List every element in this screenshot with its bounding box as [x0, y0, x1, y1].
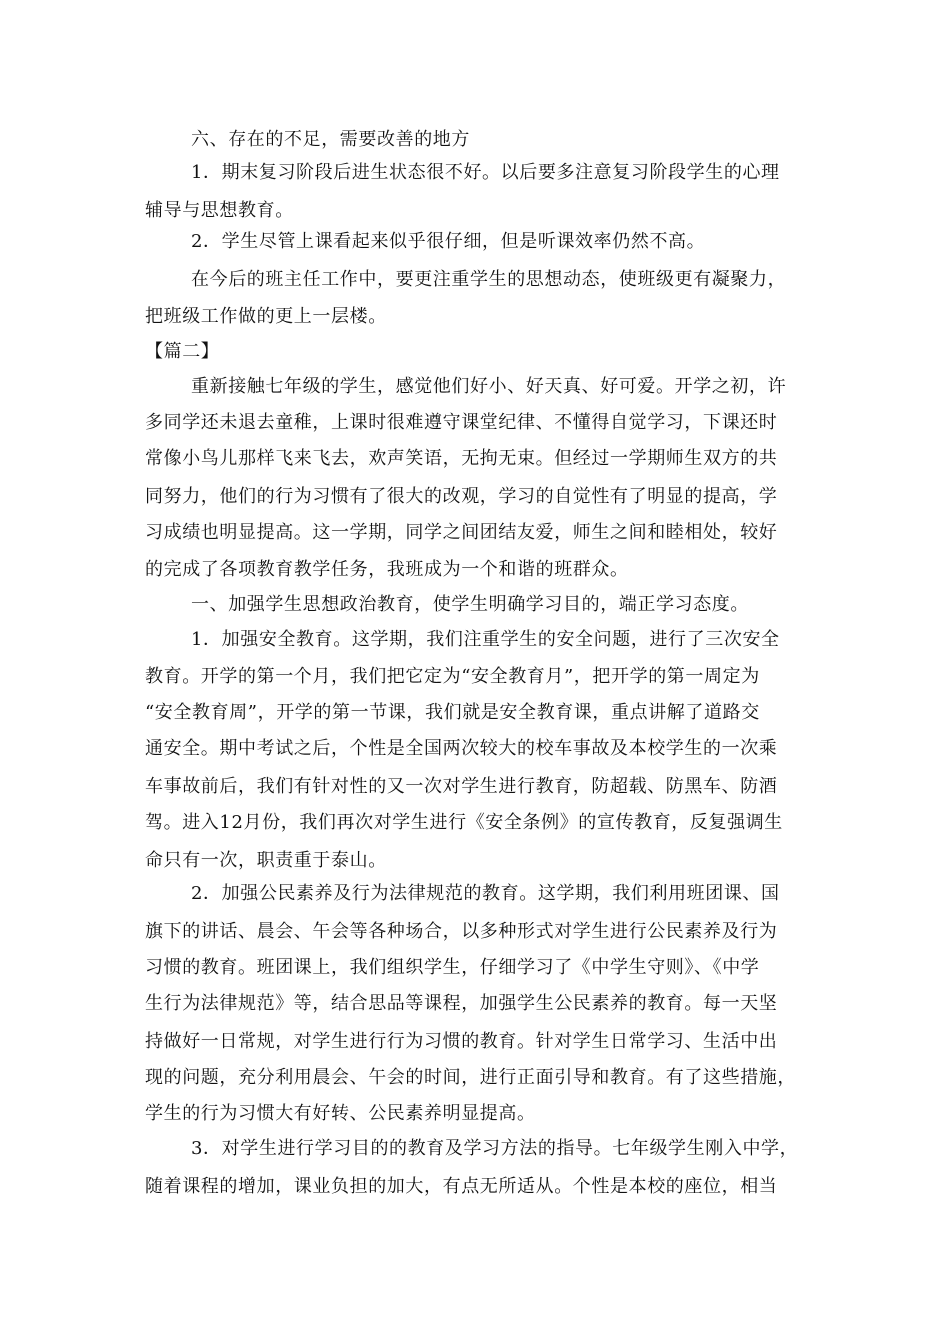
paragraph-line: “安全教育周”，开学的第一节课，我们就是安全教育课，重点讲解了道路交	[145, 702, 760, 723]
paragraph-line: 把班级工作做的更上一层楼。	[145, 306, 387, 327]
paragraph-line: 常像小鸟儿那样飞来飞去，欢声笑语，无拘无束。但经过一学期师生双方的共	[145, 448, 778, 469]
paragraph-line: 持做好一日常规，对学生进行行为习惯的教育。针对学生日常学习、生活中出	[145, 1031, 778, 1052]
section-title: 【篇二】	[145, 341, 220, 362]
paragraph-line: 生行为法律规范》等，结合思品等课程，加强学生公民素养的教育。每一天坚	[145, 993, 778, 1014]
paragraph-line: 辅导与思想教育。	[145, 200, 294, 221]
paragraph-line: 学生的行为习惯大有好转、公民素养明显提高。	[145, 1103, 536, 1124]
paragraph-line: 随着课程的增加，课业负担的加大，有点无所适从。个性是本校的座位，相当	[145, 1176, 778, 1197]
section-heading: 一、加强学生思想政治教育，使学生明确学习目的，端正学习态度。	[191, 594, 749, 615]
paragraph-line: 同努力，他们的行为习惯有了很大的改观，学习的自觉性有了明显的提高，学	[145, 486, 778, 507]
paragraph-line: 在今后的班主任工作中，要更注重学生的思想动态，使班级更有凝聚力，	[191, 269, 787, 290]
paragraph-line: 现的问题，充分利用晨会、午会的时间，进行正面引导和教育。有了这些措施，	[145, 1067, 796, 1088]
paragraph-line: 的完成了各项教育教学任务，我班成为一个和谐的班群众。	[145, 559, 629, 580]
paragraph-line: 习成绩也明显提高。这一学期，同学之间团结友爱，师生之间和睦相处，较好	[145, 522, 778, 543]
paragraph-line: 1．加强安全教育。这学期，我们注重学生的安全问题，进行了三次安全	[191, 629, 780, 650]
paragraph-line: 车事故前后，我们有针对性的又一次对学生进行教育，防超载、防黑车、防酒	[145, 776, 778, 797]
paragraph-line: 驾。进入12月份，我们再次对学生进行《安全条例》的宣传教育，反复强调生	[145, 812, 783, 833]
paragraph-line: 2．加强公民素养及行为法律规范的教育。这学期，我们利用班团课、国	[191, 883, 780, 904]
paragraph-line: 3．对学生进行学习目的的教育及学习方法的指导。七年级学生刚入中学，	[191, 1138, 799, 1159]
paragraph-line: 教育。开学的第一个月，我们把它定为“安全教育月”，把开学的第一周定为	[145, 666, 760, 687]
paragraph-line: 习惯的教育。班团课上，我们组织学生，仔细学习了《中学生守则》、《中学	[145, 957, 760, 978]
paragraph-line: 命只有一次，职责重于泰山。	[145, 850, 387, 871]
paragraph-line: 通安全。期中考试之后，个性是全国两次较大的校车事故及本校学生的一次乘	[145, 738, 778, 759]
paragraph-line: 多同学还未退去童稚，上课时很难遵守课堂纪律、不懂得自觉学习，下课还时	[145, 412, 778, 433]
section-heading: 六、存在的不足，需要改善的地方	[191, 129, 470, 150]
paragraph-line: 2．学生尽管上课看起来似乎很仔细，但是听课效率仍然不高。	[191, 231, 706, 252]
paragraph-line: 重新接触七年级的学生，感觉他们好小、好天真、好可爱。开学之初，许	[191, 376, 787, 397]
paragraph-line: 旗下的讲话、晨会、午会等各种场合，以多种形式对学生进行公民素养及行为	[145, 921, 778, 942]
paragraph-line: 1．期末复习阶段后进生状态很不好。以后要多注意复习阶段学生的心理	[191, 162, 780, 183]
